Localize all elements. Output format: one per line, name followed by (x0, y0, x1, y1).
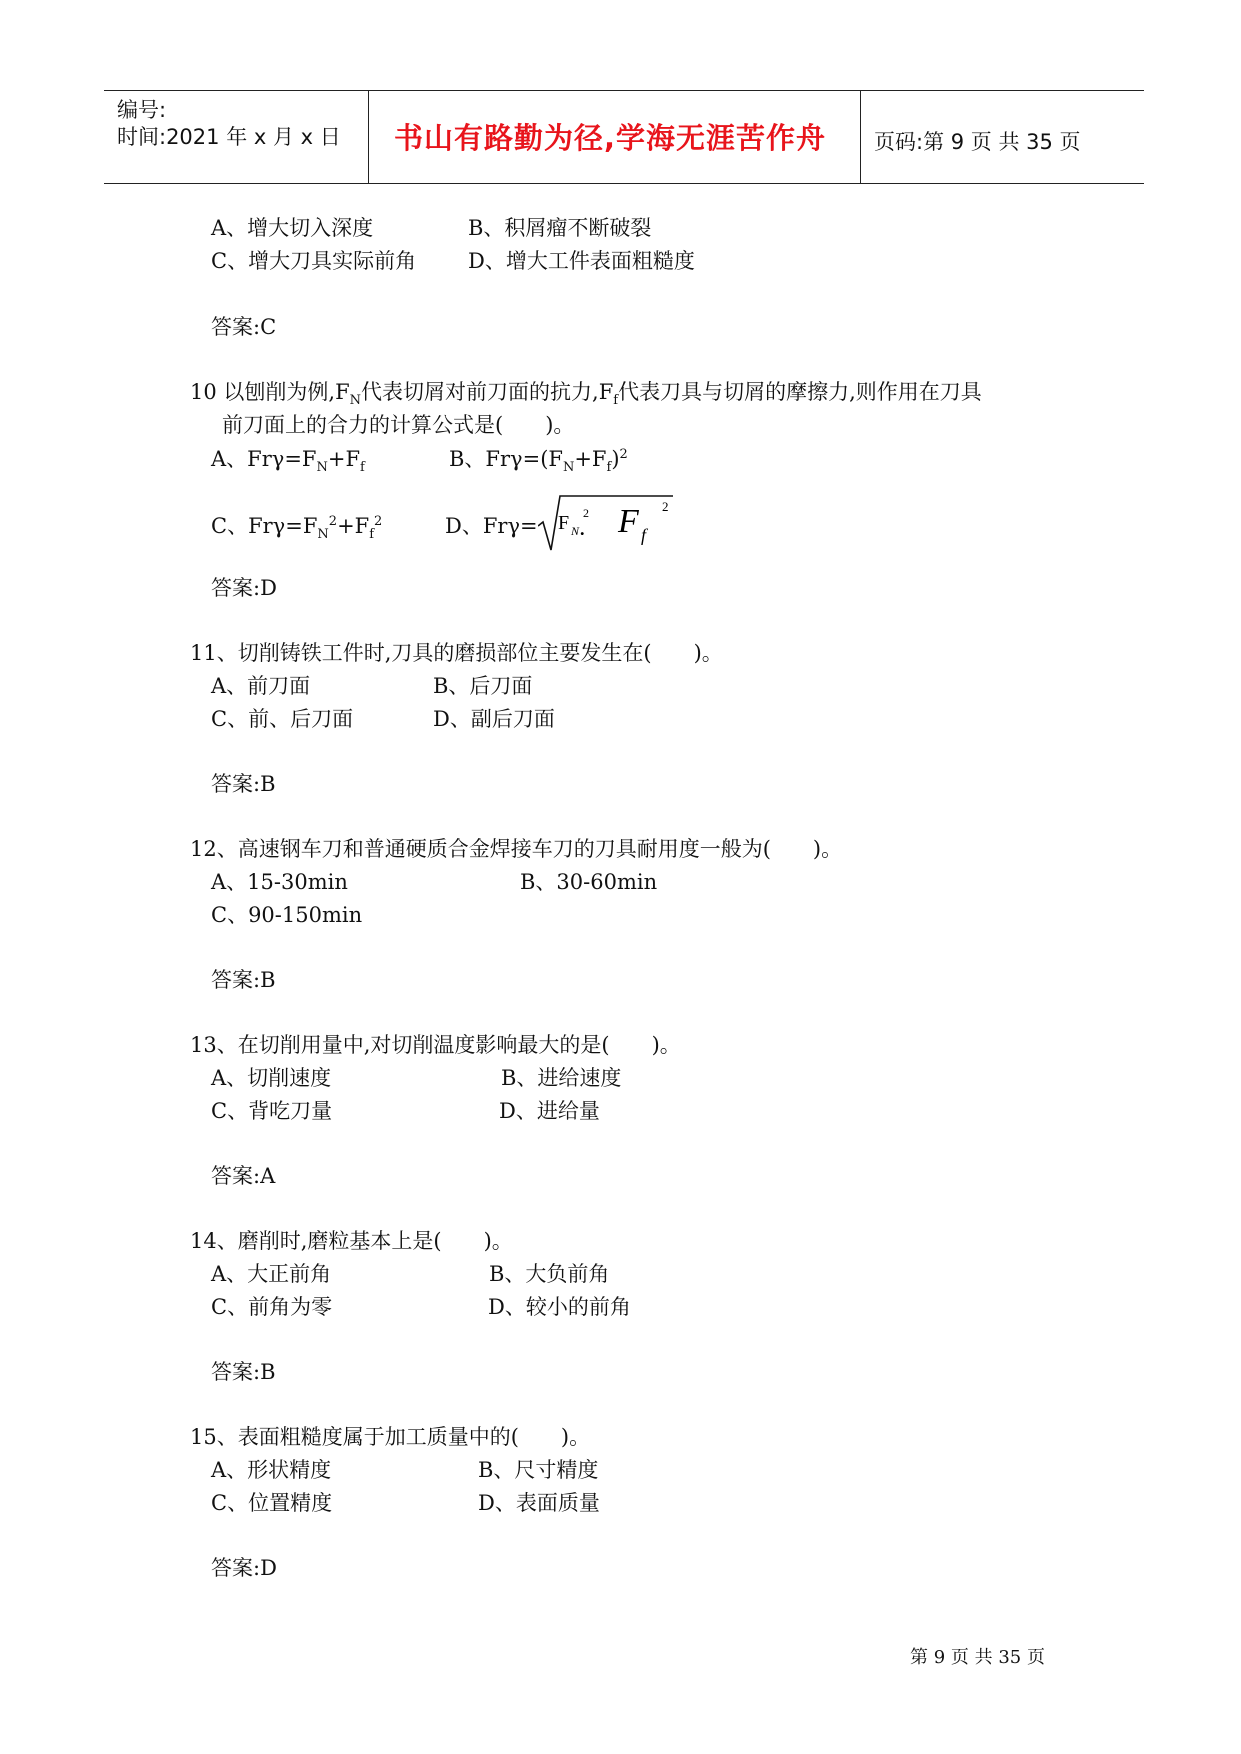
q11-answer: 答案:B (211, 772, 276, 796)
q9-option-a: A、增大切入深度 (211, 216, 374, 240)
q14-stem: 14、磨削时,磨粒基本上是( )。 (190, 1229, 513, 1253)
header-divider-right (860, 90, 861, 183)
q13-answer: 答案:A (211, 1164, 276, 1188)
q12-option-a: A、15-30min (211, 870, 348, 894)
page-label: 页码:第 9 页 共 35 页 (874, 130, 1081, 154)
header-motto: 书山有路勤为径,学海无涯苦作舟 (394, 121, 827, 155)
q10-option-a: A、$Fr\gamma=F_N+F_f$ (211, 447, 365, 476)
header-top-rule (104, 90, 1144, 91)
q12-option-c: C、90-150min (211, 903, 363, 927)
q11-option-b: B、后刀面 (433, 674, 533, 698)
serial-label: 编号: (117, 98, 167, 122)
q10-answer: 答案:D (211, 576, 277, 600)
q10-stem-line2: 前刀面上的合力的计算公式是( )。 (222, 413, 575, 437)
q11-option-a: A、前刀面 (211, 674, 311, 698)
q15-answer: 答案:D (211, 1556, 277, 1580)
q10-option-d: D、Frγ= (445, 514, 538, 538)
q10-option-c: C、$Fr\gamma=F_N^2+F_f^2$ (211, 514, 383, 543)
q14-option-a: A、大正前角 (211, 1262, 332, 1286)
q13-option-d: D、进给量 (499, 1099, 600, 1123)
q14-answer: 答案:B (211, 1360, 276, 1384)
q15-option-b: B、尺寸精度 (478, 1458, 599, 1482)
q15-option-a: A、形状精度 (211, 1458, 332, 1482)
formula-ff-sup: 2 (662, 499, 669, 514)
q13-option-a: A、切削速度 (211, 1066, 332, 1090)
time-label: 时间:2021 年 x 月 x 日 (117, 125, 341, 149)
header-divider-left (368, 90, 369, 183)
formula-dot: . (580, 519, 585, 539)
q15-stem: 15、表面粗糙度属于加工质量中的( )。 (190, 1425, 591, 1449)
q9-option-c: C、增大刀具实际前角 (211, 249, 417, 273)
q13-option-c: C、背吃刀量 (211, 1099, 333, 1123)
q9-option-d: D、增大工件表面粗糙度 (468, 249, 695, 273)
page-footer: 第 9 页 共 35 页 (910, 1647, 1045, 1668)
q14-option-d: D、较小的前角 (488, 1295, 631, 1319)
q12-stem: 12、高速钢车刀和普通硬质合金焊接车刀的刀具耐用度一般为( )。 (190, 837, 843, 861)
q11-stem: 11、切削铸铁工件时,刀具的磨损部位主要发生在( )。 (190, 641, 723, 665)
header-bottom-rule (104, 183, 1144, 184)
q10-option-b: B、$Fr\gamma=(F_N+F_f)^2$ (449, 447, 628, 476)
sqrt-formula (538, 493, 673, 553)
q12-answer: 答案:B (211, 968, 276, 992)
formula-fn-sub: N (571, 524, 580, 538)
q12-option-b: B、30-60min (520, 870, 658, 894)
q14-option-c: C、前角为零 (211, 1295, 333, 1319)
q14-option-b: B、大负前角 (489, 1262, 610, 1286)
formula-fn-sup: 2 (583, 506, 589, 520)
q11-option-c: C、前、后刀面 (211, 707, 354, 731)
formula-fn: F (558, 512, 570, 534)
q13-stem: 13、在切削用量中,对切削温度影响最大的是( )。 (190, 1033, 681, 1057)
q10-stem-line1: 10 以刨削为例$,F_N$代表切屑对前刀面的抗力$,F_f$代表刀具与切屑的摩擦力,则作用在刀具 (190, 380, 982, 409)
q15-option-c: C、位置精度 (211, 1491, 333, 1515)
formula-ff: F (618, 503, 639, 540)
formula-ff-sub: f (641, 525, 647, 545)
q9-option-b: B、积屑瘤不断破裂 (468, 216, 652, 240)
q9-answer: 答案:C (211, 315, 277, 339)
q11-option-d: D、副后刀面 (433, 707, 555, 731)
q15-option-d: D、表面质量 (478, 1491, 600, 1515)
q13-option-b: B、进给速度 (501, 1066, 622, 1090)
